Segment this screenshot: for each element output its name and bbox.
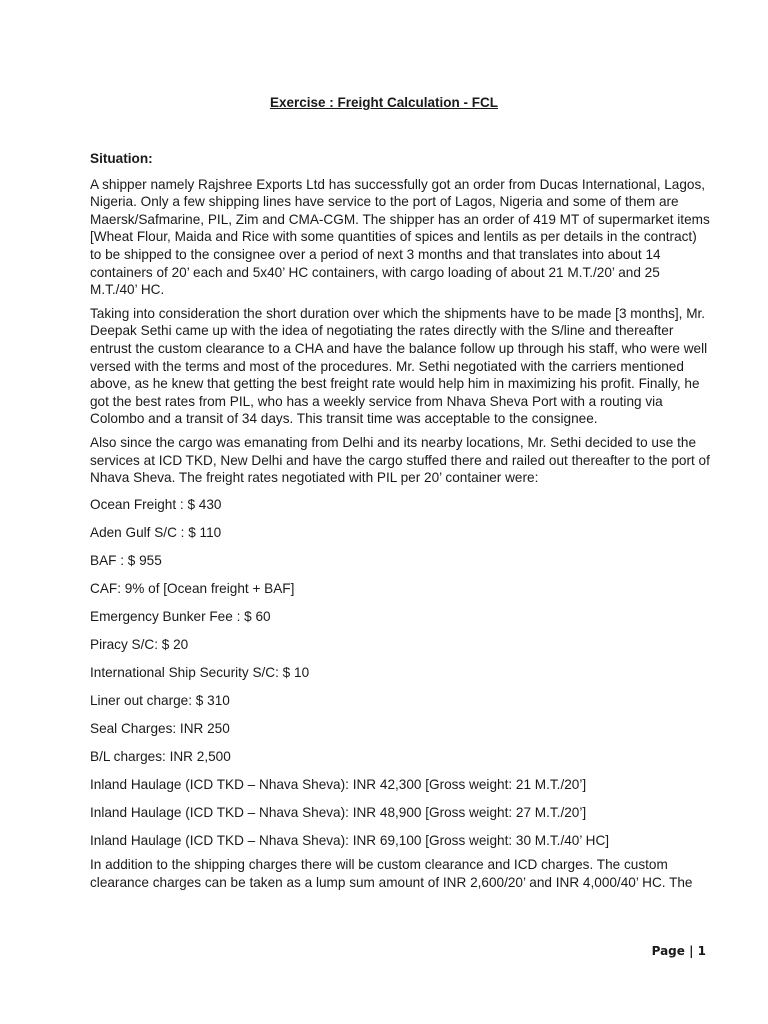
charge-item-haulage-27mt: Inland Haulage (ICD TKD – Nhava Sheva): INR 48,900 [Gross weight: 27 M.T./20’] (90, 804, 587, 820)
document-title-text: Exercise : Freight Calculation - FCL (269, 95, 499, 110)
paragraph-closing: In addition to the shipping charges there will be custom clearance and ICD charges. The custom clearance charges can be taken as a lump sum amount of INR 2,600/20’ and INR 4,000/40’ HC. The (90, 857, 693, 890)
charge-item-piracy: Piracy S/C: $ 20 (90, 636, 189, 652)
charge-item-haulage-21mt: Inland Haulage (ICD TKD – Nhava Sheva): INR 42,300 [Gross weight: 21 M.T./20’] (90, 776, 587, 792)
situation-heading: Situation: (90, 151, 153, 166)
charge-item-emergency-bunker: Emergency Bunker Fee : $ 60 (90, 608, 271, 624)
charge-item-ship-security: International Ship Security S/C: $ 10 (90, 664, 310, 680)
charge-item-aden-gulf: Aden Gulf S/C : $ 110 (90, 524, 222, 540)
paragraph-order-details: A shipper namely Rajshree Exports Ltd has successfully got an order from Ducas International, Lagos, Nigeria. Only a few shipping lines have service to the port of Lagos, Nigeria and some of them are Maersk/Safmarine, PIL, Zim and CMA-CGM. The shipper has an order of 419 MT of supermarket items [Wheat Flour, Maida and Rice with some quantities of spices and lentils as per details in the contract) to be shipped to the consignee over a period of next 3 months and that translates into about 14 containers of 20’ each and 5x40’ HC containers, with cargo loading of about 21 M.T./20’ and 25 M.T./40’ HC. (90, 176, 710, 298)
charge-item-haulage-30mt: Inland Haulage (ICD TKD – Nhava Sheva): INR 69,100 [Gross weight: 30 M.T./40’ HC] (90, 832, 610, 848)
charge-item-baf: BAF : $ 955 (90, 552, 162, 568)
document-title (0, 95, 768, 111)
charge-item-ocean-freight: Ocean Freight : $ 430 (90, 496, 222, 512)
document-body (90, 150, 710, 897)
paragraph-negotiation: Taking into consideration the short duration over which the shipments have to be made [3 months], Mr. Deepak Sethi came up with the idea of negotiating the rates directly with the S/line and thereafter entrust the custom clearance to a CHA and have the balance follow up through his staff, who were well versed with the terms and most of the procedures. Mr. Sethi negotiated with the carriers mentioned above, as he knew that getting the best freight rate would help him in maximizing his profit. Finally, he got the best rates from PIL, who has a weekly service from Nhava Sheva Port with a routing via Colombo and a transit of 34 days. This transit time was acceptable to the consignee. (90, 305, 708, 427)
paragraph-icd-tkd: Also since the cargo was emanating from Delhi and its nearby locations, Mr. Sethi decided to use the services at ICD TKD, New Delhi and have the cargo stuffed there and railed out thereafter to the port of Nhava Sheva. The freight rates negotiated with PIL per 20’ container were: (90, 434, 710, 486)
page-number: Page | 1 (651, 944, 706, 958)
charge-item-caf: CAF: 9% of [Ocean freight + BAF] (90, 580, 295, 596)
charge-item-bl: B/L charges: INR 2,500 (90, 748, 231, 764)
charge-item-seal: Seal Charges: INR 250 (90, 720, 230, 736)
charge-item-liner-out: Liner out charge: $ 310 (90, 692, 230, 708)
